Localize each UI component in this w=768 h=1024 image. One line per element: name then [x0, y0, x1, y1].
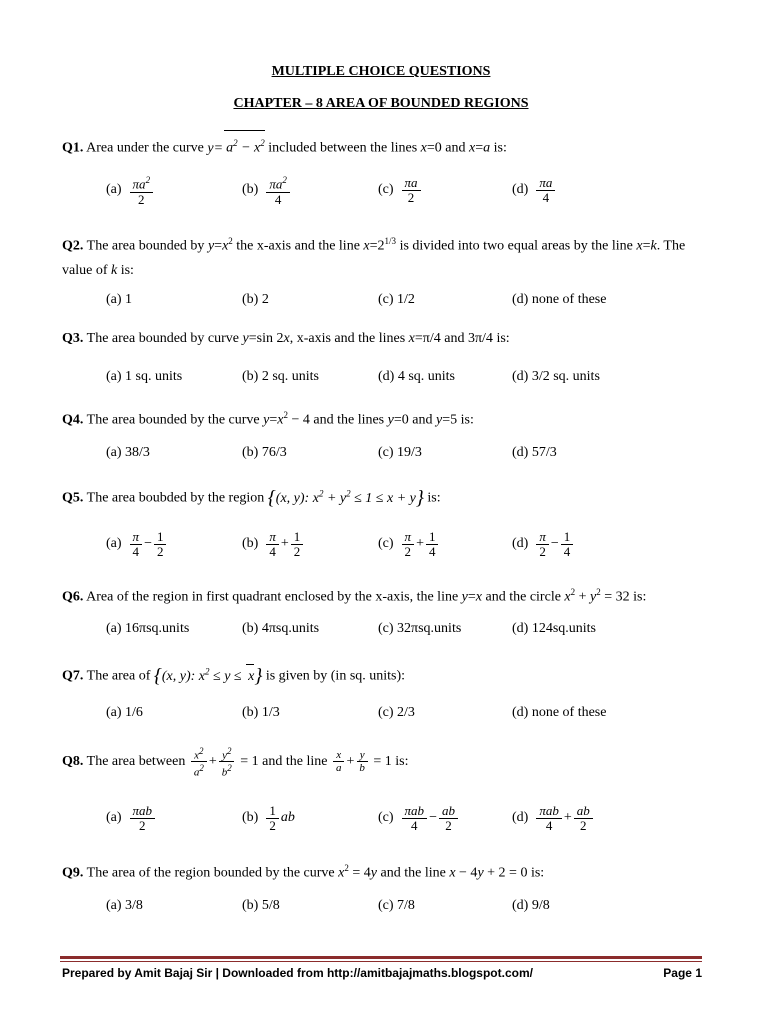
- math-expression: x: [564, 589, 571, 605]
- option-b: (b) $\frac{1}{2}$ ab: [242, 802, 295, 833]
- option-c: (c) 19/3: [378, 445, 422, 460]
- option-c: (c) $\frac{\pi a}{2}$: [378, 170, 423, 210]
- option-b: (b) $\frac{\pi a^2}{4}$: [242, 170, 292, 210]
- question-number: Q5.: [62, 490, 84, 506]
- option-b: (b) 2: [242, 292, 269, 307]
- question-text: and: [444, 331, 465, 346]
- question-text: is:: [460, 412, 474, 428]
- question-text: and: [412, 412, 433, 428]
- option-a: (a) $\frac{\text{πab}}{2}$: [106, 798, 157, 838]
- question-text: Area of the region in first quadrant enclosed by the x-axis, the line: [86, 589, 459, 605]
- option-a: (a) $\frac{\pi}{4}$ − $\frac{1}{2}$: [106, 524, 168, 564]
- option-a: (a) 38/3: [106, 445, 150, 460]
- option-b: (b) 76/3: [242, 445, 287, 460]
- options: [106, 433, 726, 473]
- question-text: and the lines: [313, 412, 385, 428]
- option-a: (a) 3/8: [106, 898, 143, 913]
- math-expression: y: [435, 412, 443, 428]
- question-text: included between the lines: [268, 140, 418, 156]
- question-text: and the line: [380, 865, 446, 881]
- question-text: is:: [530, 865, 545, 881]
- question-text: and: [445, 140, 466, 156]
- option-d: (d) 9/8: [512, 898, 550, 913]
- math-expression: y: [207, 238, 215, 254]
- math-expression: x: [363, 238, 370, 254]
- question-text: The area boubded by the region: [86, 490, 265, 506]
- question-number: Q3.: [62, 331, 84, 346]
- math-expression: {(x, y): $x^2 + y^2 \le 1 \le x + y$}: [267, 486, 424, 509]
- option-a: (a) 1/6: [106, 705, 143, 720]
- math-expression: y: [461, 589, 468, 605]
- option-c: (d) 4 sq. units: [378, 369, 455, 384]
- math-expression: x: [636, 238, 643, 254]
- option-b: (b) 2 sq. units: [242, 369, 319, 384]
- options: [106, 280, 726, 320]
- question-number: Q1.: [62, 140, 84, 156]
- math-expression: x: [420, 140, 427, 156]
- options: [106, 693, 726, 733]
- options: [106, 357, 726, 397]
- question-5: [62, 481, 712, 511]
- math-expression: x: [408, 331, 415, 346]
- math-expression: $\frac{x^2}{a^2}$: [191, 745, 207, 779]
- options: [106, 170, 726, 210]
- option-a: (a) 16πsq.units: [106, 621, 190, 636]
- option-a: (a) 1: [106, 292, 133, 307]
- footer-divider: [60, 961, 702, 962]
- option-b: (b) $\frac{\pi}{4}$ + $\frac{1}{2}$: [242, 524, 305, 564]
- question-number: Q7.: [62, 668, 84, 684]
- question-text: The area of the region bounded by the curve: [86, 865, 335, 881]
- option-a: (a) $\frac{\pi a^2}{2}$: [106, 170, 155, 210]
- question-text: is given by (in sq. units):: [265, 668, 406, 684]
- option-b: (b) 4πsq.units: [242, 621, 320, 636]
- question-text: The area bounded by the curve: [86, 412, 260, 428]
- options: [106, 886, 726, 926]
- option-d: (d) none of these: [512, 292, 607, 307]
- question-text: the x-axis and the line: [236, 238, 360, 254]
- question-9: Q9. The area of the region bounded by the curve $x^2 = 4y$ and the line x − 4y + 2 = 0 is:: [62, 863, 545, 881]
- question-text: is:: [395, 754, 409, 769]
- question-2: Q2. The area bounded by $y=x^2$ the x-axis and the line $x=2^{1/3}$ is divided into two equal areas by the line x=k. The value of k is:: [62, 236, 686, 278]
- question-text: is divided into two equal areas by the line: [399, 238, 633, 254]
- question-text: The area bounded by: [86, 238, 205, 254]
- option-a: (a) 1 sq. units: [106, 369, 183, 384]
- options: [106, 524, 726, 564]
- option-c: (c) 2/3: [378, 705, 415, 720]
- question-number: Q4.: [62, 412, 84, 428]
- math-expression: y: [387, 412, 394, 428]
- math-expression: x: [469, 140, 476, 156]
- question-text: The area bounded by curve: [86, 331, 240, 346]
- question-text: is:: [427, 490, 441, 506]
- option-d: (d) none of these: [512, 705, 607, 720]
- question-text: The area of: [86, 668, 151, 684]
- math-expression: k: [110, 262, 118, 278]
- footer-divider: [60, 956, 702, 959]
- question-number: Q9.: [62, 865, 84, 881]
- page-title: MULTIPLE CHOICE QUESTIONS: [271, 64, 491, 79]
- question-8: Q8. The area between $\frac{x^2}{a^2}$ + $\frac{y^2}{b^2}$ = 1 and the line $\frac{x}{a}$ + $\frac{y}{b}$ = 1 is:: [62, 745, 409, 779]
- math-expression: x: [449, 865, 456, 881]
- question-text: is:: [120, 262, 134, 278]
- question-number: Q2.: [62, 238, 84, 254]
- chapter-heading: CHAPTER – 8 AREA OF BOUNDED REGIONS: [233, 96, 529, 111]
- question-3: Q3. The area bounded by curve y=sin 2x, x-axis and the lines x=π/4 and 3π/4 is:: [62, 331, 510, 346]
- option-d: (d) 124sq.units: [512, 621, 596, 636]
- option-c: (c) $\frac{\pi}{2}$ + $\frac{1}{4}$: [378, 524, 440, 564]
- question-text: , x-axis and the lines: [289, 331, 406, 346]
- question-4: Q4. The area bounded by the curve $y=x^2 - 4$ and the lines y=0 and y=5 is:: [62, 410, 474, 428]
- question-1: Q1. Area under the curve $y= a^2 - x^2$ included between the lines x=0 and x=a is:: [62, 130, 712, 161]
- page-number: Page 1: [663, 966, 702, 980]
- question-7: [62, 659, 712, 689]
- question-6: Q6. Area of the region in first quadrant enclosed by the x-axis, the line y=x and the circle $x^2 + y^2 = 32$ is:: [62, 587, 647, 605]
- question-text: . The value of: [62, 238, 686, 278]
- math-expression: {(x, y): $x^2 \le y \le x$}: [153, 664, 263, 687]
- question-text: and the line: [262, 754, 328, 769]
- question-text: The area between: [86, 754, 186, 769]
- footer-credit: Prepared by Amit Bajaj Sir | Downloaded from http://amitbajajmaths.blogspot.com/: [62, 966, 533, 980]
- math-expression: y: [242, 331, 249, 346]
- question-text: Area under the curve: [86, 140, 204, 156]
- option-c: (c) 7/8: [378, 898, 415, 913]
- question-text: is:: [496, 331, 510, 346]
- question-number: Q6.: [62, 589, 84, 605]
- option-d: (d) 57/3: [512, 445, 557, 460]
- options: [106, 609, 726, 649]
- question-text: is:: [633, 589, 647, 605]
- option-c: (c) 1/2: [378, 292, 415, 307]
- option-d: (d) $\frac{\pi}{2}$ − $\frac{1}{4}$: [512, 524, 575, 564]
- option-d: (d) 3/2 sq. units: [512, 369, 600, 384]
- math-expression: $\frac{x}{a}$: [333, 749, 345, 774]
- math-expression: x: [338, 865, 345, 881]
- option-c: (c) 32πsq.units: [378, 621, 462, 636]
- question-text: is:: [493, 140, 507, 156]
- option-d: (d) $\frac{\text{πab}}{4}$ + $\frac{ab}{2}$: [512, 798, 595, 838]
- option-c: (c) $\frac{\text{πab}}{4}$ − $\frac{ab}{2}$: [378, 798, 460, 838]
- question-number: Q8.: [62, 754, 84, 769]
- question-text: and the circle: [485, 589, 561, 605]
- option-b: (b) 1/3: [242, 705, 280, 720]
- math-expression: $y= a^2 - x^2$: [207, 141, 264, 156]
- math-expression: y: [263, 412, 270, 428]
- options: [106, 798, 726, 838]
- option-b: (b) 5/8: [242, 898, 280, 913]
- option-d: (d) $\frac{\pi a}{4}$: [512, 170, 557, 210]
